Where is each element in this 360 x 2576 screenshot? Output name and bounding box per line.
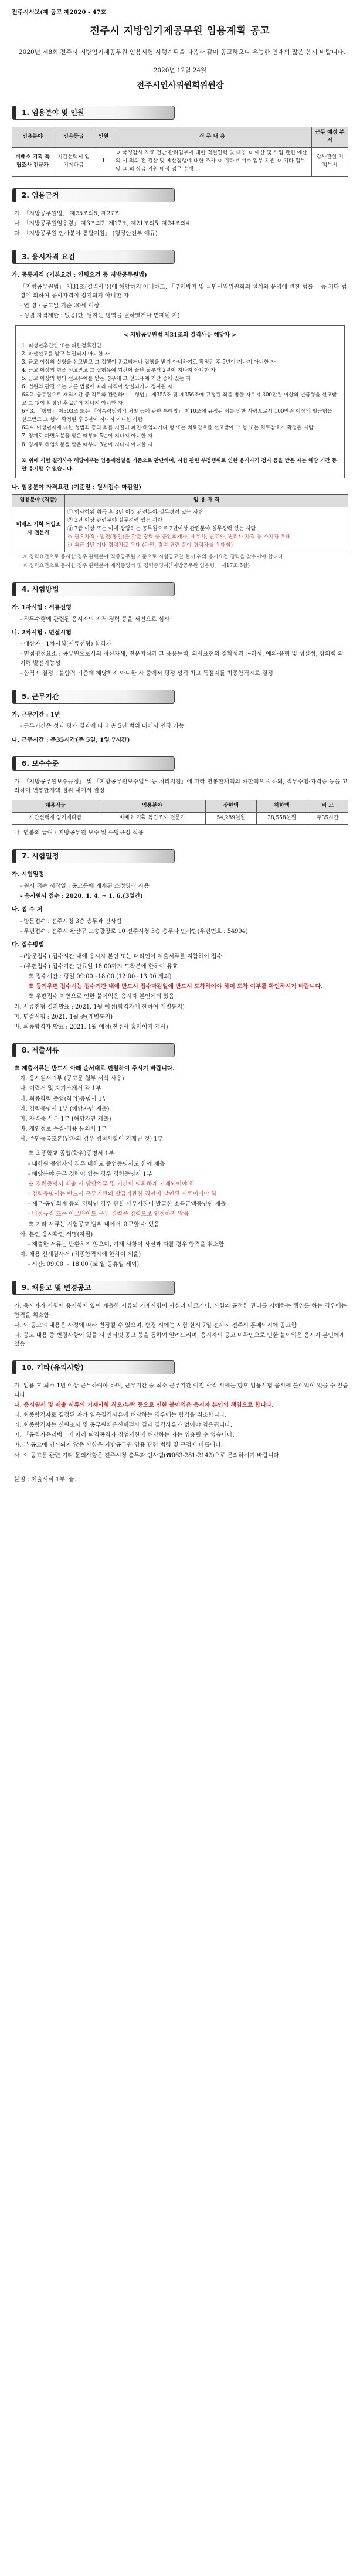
cell-lower: 38,558천원	[256, 813, 307, 825]
requirement-line: - 성별 자격제한 : 없음(단, 남자는 병역을 필하였거나 면제된 자)	[20, 313, 180, 320]
submission-note: ※ 최종학교 졸업(학위)증명서 1부	[28, 1150, 114, 1158]
box-item: 6의4. 미성년자에 대한 성범죄 등의 죄를 저질러 파면·해임되거나 형 또는 치료감호를 선고받아 그 형 또는 치료감호가 확정된 사람	[22, 425, 314, 432]
section-marker	[12, 690, 16, 703]
issuer-name: 전주시인사위원회위원장	[136, 81, 224, 91]
subsection-title: 다. 접수방법	[12, 942, 45, 949]
section-marker	[12, 189, 16, 202]
submission-note: ※ 제출서류는 반드시 아래 순서대로 편철하여 주시기 바랍니다.	[14, 1065, 175, 1073]
section-header-8	[12, 1043, 175, 1057]
th-field: 임용분야	[12, 127, 53, 148]
qualification-item: ① 학사학위 취득 후 3년 이상 관련분야 실무경력 있는 사람	[67, 510, 203, 516]
box-item: 4. 금고 이상의 형을 선고받고 그 집행유예 기간이 끝난 날부터 2년이 지나지 아니한 자	[22, 367, 216, 374]
cell-grade: 시간선택제 임기제다급	[12, 813, 99, 825]
section-header-6	[12, 756, 175, 771]
th-qualification: 임 용 자 격	[65, 495, 348, 507]
notice-line: 가. 응시자가 시험에 응시함에 있어 제출한 서류의 기재사항이 사실과 다르거나, 시험의 공정한 관리를 저해하는 행위를 하는 경우에는 합격을 취소함	[14, 1303, 347, 1319]
cell-duties: ㅇ 국정감사 자료 전반 관리업무에 대한 적절인력 및 대응 ㅇ 예산 및 사업 관련 예산의 시·의회 전 결산 및 예산집행에 대한 조사 ㅇ 기타 비배소 업무 지원 ㅇ 기타 업무 및 그 외 상급 지원 배정 업무 수행	[113, 148, 312, 177]
schedule-line: 라. 서류전형 결과발표 : 2021. 1월 예정(합격자에 한하여 개별통지)	[14, 1003, 185, 1010]
table-row	[12, 148, 348, 177]
exam-line: - 대상자 : 1차시험(서류전형) 합격자	[20, 641, 111, 648]
qualification-item: ※ 필요자격 : 법인(동일)을 갖춘 경력 중 공인회계사, 세무사, 변호사, 변리사 자격 등 소지자 우대	[67, 534, 291, 540]
cell-upper: 54,289천원	[206, 813, 257, 825]
box-item: 2. 파산선고를 받고 복권되지 아니한 자	[22, 351, 110, 357]
section-marker	[12, 757, 16, 770]
qualification-note: ※ 경력요건으로 응시한 경우 관련분야 재직증명서 및 경력증명서(「지방공무원 임용령」 제17조 5항)	[22, 563, 250, 569]
table-row	[12, 507, 348, 552]
notice-line: 다. 공고 내용 중 변경사항이 있을 시 인터넷 공고 등을 통하여 알려드리며, 응시자의 공고 미확인으로 인한 불이익은 응시자 본인에게 있음	[14, 1332, 345, 1348]
submission-item: 사. 주민등록초본(남자의 경우 병적사항이 기재된 것) 1부	[20, 1136, 163, 1143]
schedule-line: ※ 접수시간 : 평일 09:00~18:00 (12:00~13:00 제외)	[28, 973, 172, 980]
qualification-item: ③ 7급 이상 또는 이에 상당하는 공무원으로 2년이상 관련분야 실무경력 있는 사람	[67, 526, 256, 532]
section-title: 8. 제출서류	[22, 1046, 59, 1054]
document-number: 전주시시보(제 공고 제2020 - 47호	[12, 9, 107, 16]
exam-line: - 합격자 결정 : 불합격 기준에 해당하지 아니한 자 중에서 평정 성적 최고 득점자를 최종합격자로 결정	[20, 670, 273, 677]
caution-line: 바. 본 공고에 명시되지 않은 사항은 지방공무원 임용 관련 법령 및 규정에 따릅니다.	[14, 1442, 223, 1449]
attachment-note: 붙임 : 제출서식 1부. 끝.	[14, 1476, 77, 1483]
qualification-table	[12, 494, 348, 552]
schedule-line: ※ 우편접수 지연으로 인한 불이익은 응시자 본인에게 있음	[28, 993, 175, 1000]
section-title: 9. 채용고 및 변경공고	[22, 1284, 91, 1292]
schedule-line: ※ 등기우편 접수시는 접수기간 내에 반드시 접수마감일에 반드시 도착하여야 하며 도착 여부를 확인하시기 바랍니다.	[28, 983, 323, 990]
box-title: < 지방공무원법 제31조의 결격사유 해당자 >	[123, 331, 237, 338]
section-header-4	[12, 582, 175, 596]
section-title: 4. 시험방법	[22, 585, 59, 593]
section-title: 6. 보수수준	[22, 759, 59, 768]
caution-line: 마. 「공직자윤리법」에 따라 퇴직공직자 취업제한에 해당하는 자는 임용될 수 없습니다.	[14, 1432, 235, 1439]
submission-note: - 경력증명서는 반드시 근무기관의 발급기관장 직인이 날인된 서류이어야 함	[28, 1191, 217, 1198]
subsection-title: 가. 시험일정	[12, 871, 45, 878]
document-title: 전주시 지방임기제공무원 임용계획 공고	[90, 25, 270, 37]
subsection-title: 나. 접 수 처	[12, 907, 43, 914]
submission-note: - 비정규직 또는 아르바이트 근무 경력은 경력으로 인정하지 않음	[28, 1211, 189, 1218]
caution-line: 라. 최종합격자는 신원조사 및 공무원채용신체검사 결과 결격사유가 없어야 임용됩니다.	[14, 1422, 232, 1429]
submission-item: 아. 본인 응시확인 서명(자필)	[20, 1231, 93, 1238]
table-row	[12, 813, 348, 825]
submission-item: 가. 응시원서 1부 (공고문 첨부 서식 사용)	[20, 1075, 124, 1082]
submission-item: 자. 채용 신체검사서 (최종합격자에 한하여 제출)	[20, 1251, 141, 1258]
qualification-item: ② 3년 이상 관련분야 실무경력 있는 사람	[67, 518, 163, 524]
caution-line: 다. 최종합격자로 결정된 자가 임용결격사유에 해당하는 경우에는 합격을 취소합니다.	[14, 1411, 227, 1418]
requirement-line: - 연 령 : 공고일 기준 20세 이상	[20, 303, 100, 310]
th-field: 임용분야	[99, 800, 205, 813]
submission-item: 라. 경력증명서 1부 (해당자만 제출)	[20, 1105, 110, 1112]
positions-table	[12, 127, 348, 177]
cell-dept: 감사관실 기획부서	[312, 148, 348, 177]
subsection-title: 가. 공통자격 (기본요건 : 연령요건 등 지방공무원법)	[12, 272, 147, 279]
box-item: 3. 금고 이상의 실형을 선고받고 그 집행이 종료되거나 집행을 받지 아니하기로 확정된 후 5년이 지나지 아니한 자	[22, 359, 276, 365]
th-grade: 임용등급	[53, 127, 94, 148]
section-header-10	[12, 1360, 175, 1374]
th-grade: 채용직급	[12, 800, 99, 813]
caution-line: 나. 응시원서 및 제출 서류의 기재사항 착오·누락 등으로 인한 불이익은 응시자 본인의 책임으로 합니다.	[14, 1401, 274, 1409]
submission-item: 마. 자격증 사본 1부 (해당자만 제출)	[20, 1115, 111, 1122]
submission-item: 바. 개인정보 수집·이용 동의서 1부	[20, 1126, 107, 1133]
section-marker	[12, 106, 16, 119]
caution-line: 가. 임용 후 최소 1년 이상 근무하여야 하며, 근무기간 중 최소 근무기간 이전 사직 시에는 향후 임용시험 응시에 불이익이 있을 수 있습니다.	[14, 1383, 348, 1399]
th-lower: 하한액	[256, 800, 307, 813]
schedule-line: - 원서 접수 시작일 : 공고문에 게재된 소정양식 사용	[20, 883, 150, 890]
salary-intro: 가. 「지방공무원보수규정」 및 「지방공무원보수업무 등 처리지침」에 따라 연봉한계액의 하한액으로 하되, 직무수행·자격증 등을 고려하여 연봉한계액 범위 내에서 결정	[14, 779, 348, 795]
intro-paragraph: 2020년 제8회 전주시 지방임기제공무원 임용시험 시행계획을 다음과 같이 공고하오니 유능한 인재의 많은 응시 바랍니다.	[19, 48, 345, 56]
section-marker	[12, 850, 16, 863]
cell-remark: 주35시간	[307, 813, 348, 825]
box-item: 6의2. 공무원으로 재직기간 중 직무와 관련하여 「형법」 제355조 및 제356조에 규정된 죄를 범한 자로서 300만원 이상의 벌금형을 선고받고 그 형이 확정된 후 2년이 지나지 아니한 자	[22, 392, 337, 407]
section-marker	[12, 250, 16, 263]
cell-field: 비배소 기획 독립조사 전문가	[99, 813, 205, 825]
section-header-9	[12, 1281, 175, 1295]
section-header-3	[12, 250, 175, 264]
exam-line: - 직무수행에 관련된 응시자의 자격·경력 등을 서면으로 심사	[20, 616, 170, 623]
th-field: 임용분야 (직급)	[12, 495, 65, 507]
disqualification-box	[15, 325, 345, 478]
cell-field: 비배소 기획 독립조사 전문가	[12, 148, 53, 177]
subsection-title: 나. 근무시간 : 주35시간(주 5일, 1일 7시간)	[12, 737, 130, 744]
legal-basis-line: 가. 「지방공무원법」 제25조의5, 제27조	[14, 210, 120, 217]
section-title: 3. 응시자격 요건	[22, 253, 75, 262]
cell-count: 1	[94, 148, 113, 177]
th-upper: 상한액	[206, 800, 257, 813]
box-item: 6. 법원의 판결 또는 다른 법률에 따라 자격이 상실되거나 정지된 자	[22, 384, 173, 391]
term-note: - 근무기간은 성과 평가 결과에 따라 총 5년 범위 내에서 연장 가능	[20, 723, 185, 730]
submission-item: 다. 최종학력 졸업(학위)증명서 1부	[20, 1095, 108, 1102]
section-header-5	[12, 690, 175, 704]
schedule-line: - 방문접수 : 전주시청 3층 총무과 인사팀	[20, 918, 122, 925]
box-item: 6의3. 「형법」 제303조 또는 「성폭력범죄의 처벌 등에 관한 특례법」 제10조에 규정된 죄를 범한 사람으로서 100만원 이상의 벌금형을 선고받고 그 형이 확정된 후 3년이 지나지 아니한 사람	[22, 409, 332, 423]
section-marker	[12, 1044, 16, 1057]
schedule-line: 바. 최종합격자 발표 : 2021. 1월 예정(전주시 홈페이지 게시)	[14, 1023, 168, 1030]
subsection-title: 가. 근무기간 : 1년	[12, 711, 60, 718]
salary-table	[12, 800, 348, 825]
th-count: 인원	[94, 127, 113, 148]
submission-item: 나. 이력서 및 자기소개서 각 1부	[20, 1085, 101, 1092]
submission-note: - 시간: 09:00 ~ 18:00 (토·일·공휴일 제외)	[28, 1261, 140, 1268]
submission-note: - 세무·공인회계 등의 경력인 경우 관할 세무서장이 발급한 소득금액증명원 제출	[28, 1201, 226, 1208]
section-marker	[12, 1361, 16, 1374]
announcement-date: 2020년 12월 24일	[153, 67, 207, 74]
schedule-line: - 응시원서 접수 : 2020. 1. 4. ~ 1. 6.(3일간)	[20, 893, 143, 900]
th-dept: 근무 예정 부서	[312, 127, 348, 148]
section-title: 7. 시험일정	[22, 852, 59, 861]
section-header-2	[12, 188, 175, 202]
submission-note: ※ 기타 서류는 시험공고 범위 내에서 요구할 수 있음	[28, 1221, 159, 1228]
submission-note: - 대학원 졸업자의 경우 대학교 졸업증명서도 함께 제출	[28, 1160, 165, 1167]
exam-line: - 면접평정요소 : 공무원으로서의 정신자세, 전문지식과 그 응용능력, 의사표현의 정확성과 논리성, 예의·품행 및 성실성, 창의력·의지력·발전가능성	[20, 651, 344, 667]
submission-note: ※ 경력증명서 제출 시 담당업무 및 기간이 명확하게 기재되어야 함	[28, 1180, 195, 1187]
qualification-note: ※ 경력요건으로 응시할 경우 관련분야 직종공무원 기준으로 시험공고일 현재 위의 응시요건 경력을 갖추어야 합니다.	[22, 554, 285, 560]
schedule-line: - (우편접수) 접수기간 만료일 18:00까지 도착분에 한하여 유효	[20, 963, 178, 970]
submission-note: - 제출한 서류는 반환하지 않으며, 기재 사항이 사실과 다를 경우 합격을 취소함	[28, 1241, 225, 1248]
legal-basis-line: 다. 「지방공무원 인사분야 통합지침」 (행정안전부 예규)	[14, 230, 158, 237]
legal-basis-line: 나. 「지방공무원임용령」 제3조의2, 제17조, 제21조의5, 제24조의4	[14, 220, 190, 228]
requirement-line: 「지방공무원법」 제31조(결격사유)에 해당하지 아니하고, 「부패방지 및 국민권익위원회의 설치와 운영에 관한 법률」 등 기타 법령에 의하여 응시자격이 정지되지 아니한 자	[20, 283, 347, 300]
section-header-1	[12, 106, 175, 120]
cell-qualifications	[65, 507, 348, 552]
section-title: 10. 기타(유의사항)	[22, 1363, 84, 1372]
qualification-item: ※ 최근 4년 이내 경력자로 우대 (다만, 경력 관련 분야 경력자를 우대함)	[67, 542, 233, 548]
section-marker	[12, 1281, 16, 1294]
salary-note: 나. 연봉외 급여 : 지방공무원 보수 및 수당규정 적용	[14, 830, 144, 837]
schedule-line: 마. 면접시험 : 2021. 1월 중(개별통지)	[14, 1013, 113, 1020]
box-item: 8. 징계로 해임처분을 받은 때부터 3년이 지나지 아니한 자	[22, 442, 153, 448]
section-marker	[12, 583, 16, 596]
section-header-7	[12, 849, 175, 863]
schedule-line: - (방문접수) 접수시간 내에 응시자 본인 또는 대리인이 제출서류를 지참하여 접수	[20, 953, 222, 960]
th-remark: 비 고	[307, 800, 348, 813]
box-footer: ※ 위에 시험 결격사유 해당여부는 임용예정일을 기준으로 판단하며, 시험 관련 부정행위로 인한 응시자격 정지 등을 받은 자는 해당 기간 동안 응시할 수 없습니다.	[22, 457, 337, 472]
box-item: 1. 피성년후견인 또는 피한정후견인	[22, 342, 101, 349]
th-duties: 직 무 내 용	[113, 127, 312, 148]
subsection-title: 가. 1차시험 : 서류전형	[12, 605, 72, 612]
schedule-line: - 우편접수 : 전주시 완산구 노송광장로 10 전주시청 3층 총무과 인사팀(우편번호 : 54994)	[20, 928, 248, 935]
section-title: 2. 임용근거	[22, 191, 59, 199]
section-title: 1. 임용분야 및 인원	[22, 108, 84, 117]
subsection-title: 나. 임용분야 자격요건 (기준일 : 원서접수 마감일)	[12, 484, 142, 491]
submission-note: - 해당분야 근무 경력이 있는 경우 경력증명서 1부	[28, 1170, 152, 1177]
subsection-title: 나. 2차시험 : 면접시험	[12, 629, 72, 636]
notice-line: 나. 이 공고의 내용은 사정에 따라 변경될 수 있으며, 변경 시에는 시험 실시 7일 전까지 전주시 홈페이지에 공고함	[14, 1322, 297, 1329]
box-item: 7. 징계로 파면처분을 받은 때부터 5년이 지나지 아니한 자	[22, 433, 153, 440]
caution-line: 사. 이 공고문 관련 기타 문의사항은 전주시청 총무과 인사팀(☎063-281-2142)으로 문의하시기 바랍니다.	[14, 1452, 281, 1459]
cell-field: 비배소 기획 독립조사 전문가	[12, 507, 65, 552]
box-item: 5. 금고 이상의 형의 선고유예를 받은 경우에 그 선고유예 기간 중에 있는 자	[22, 376, 191, 382]
cell-grade: 시간선택제 임기제다급	[53, 148, 94, 177]
section-title: 5. 근무기간	[22, 692, 59, 701]
